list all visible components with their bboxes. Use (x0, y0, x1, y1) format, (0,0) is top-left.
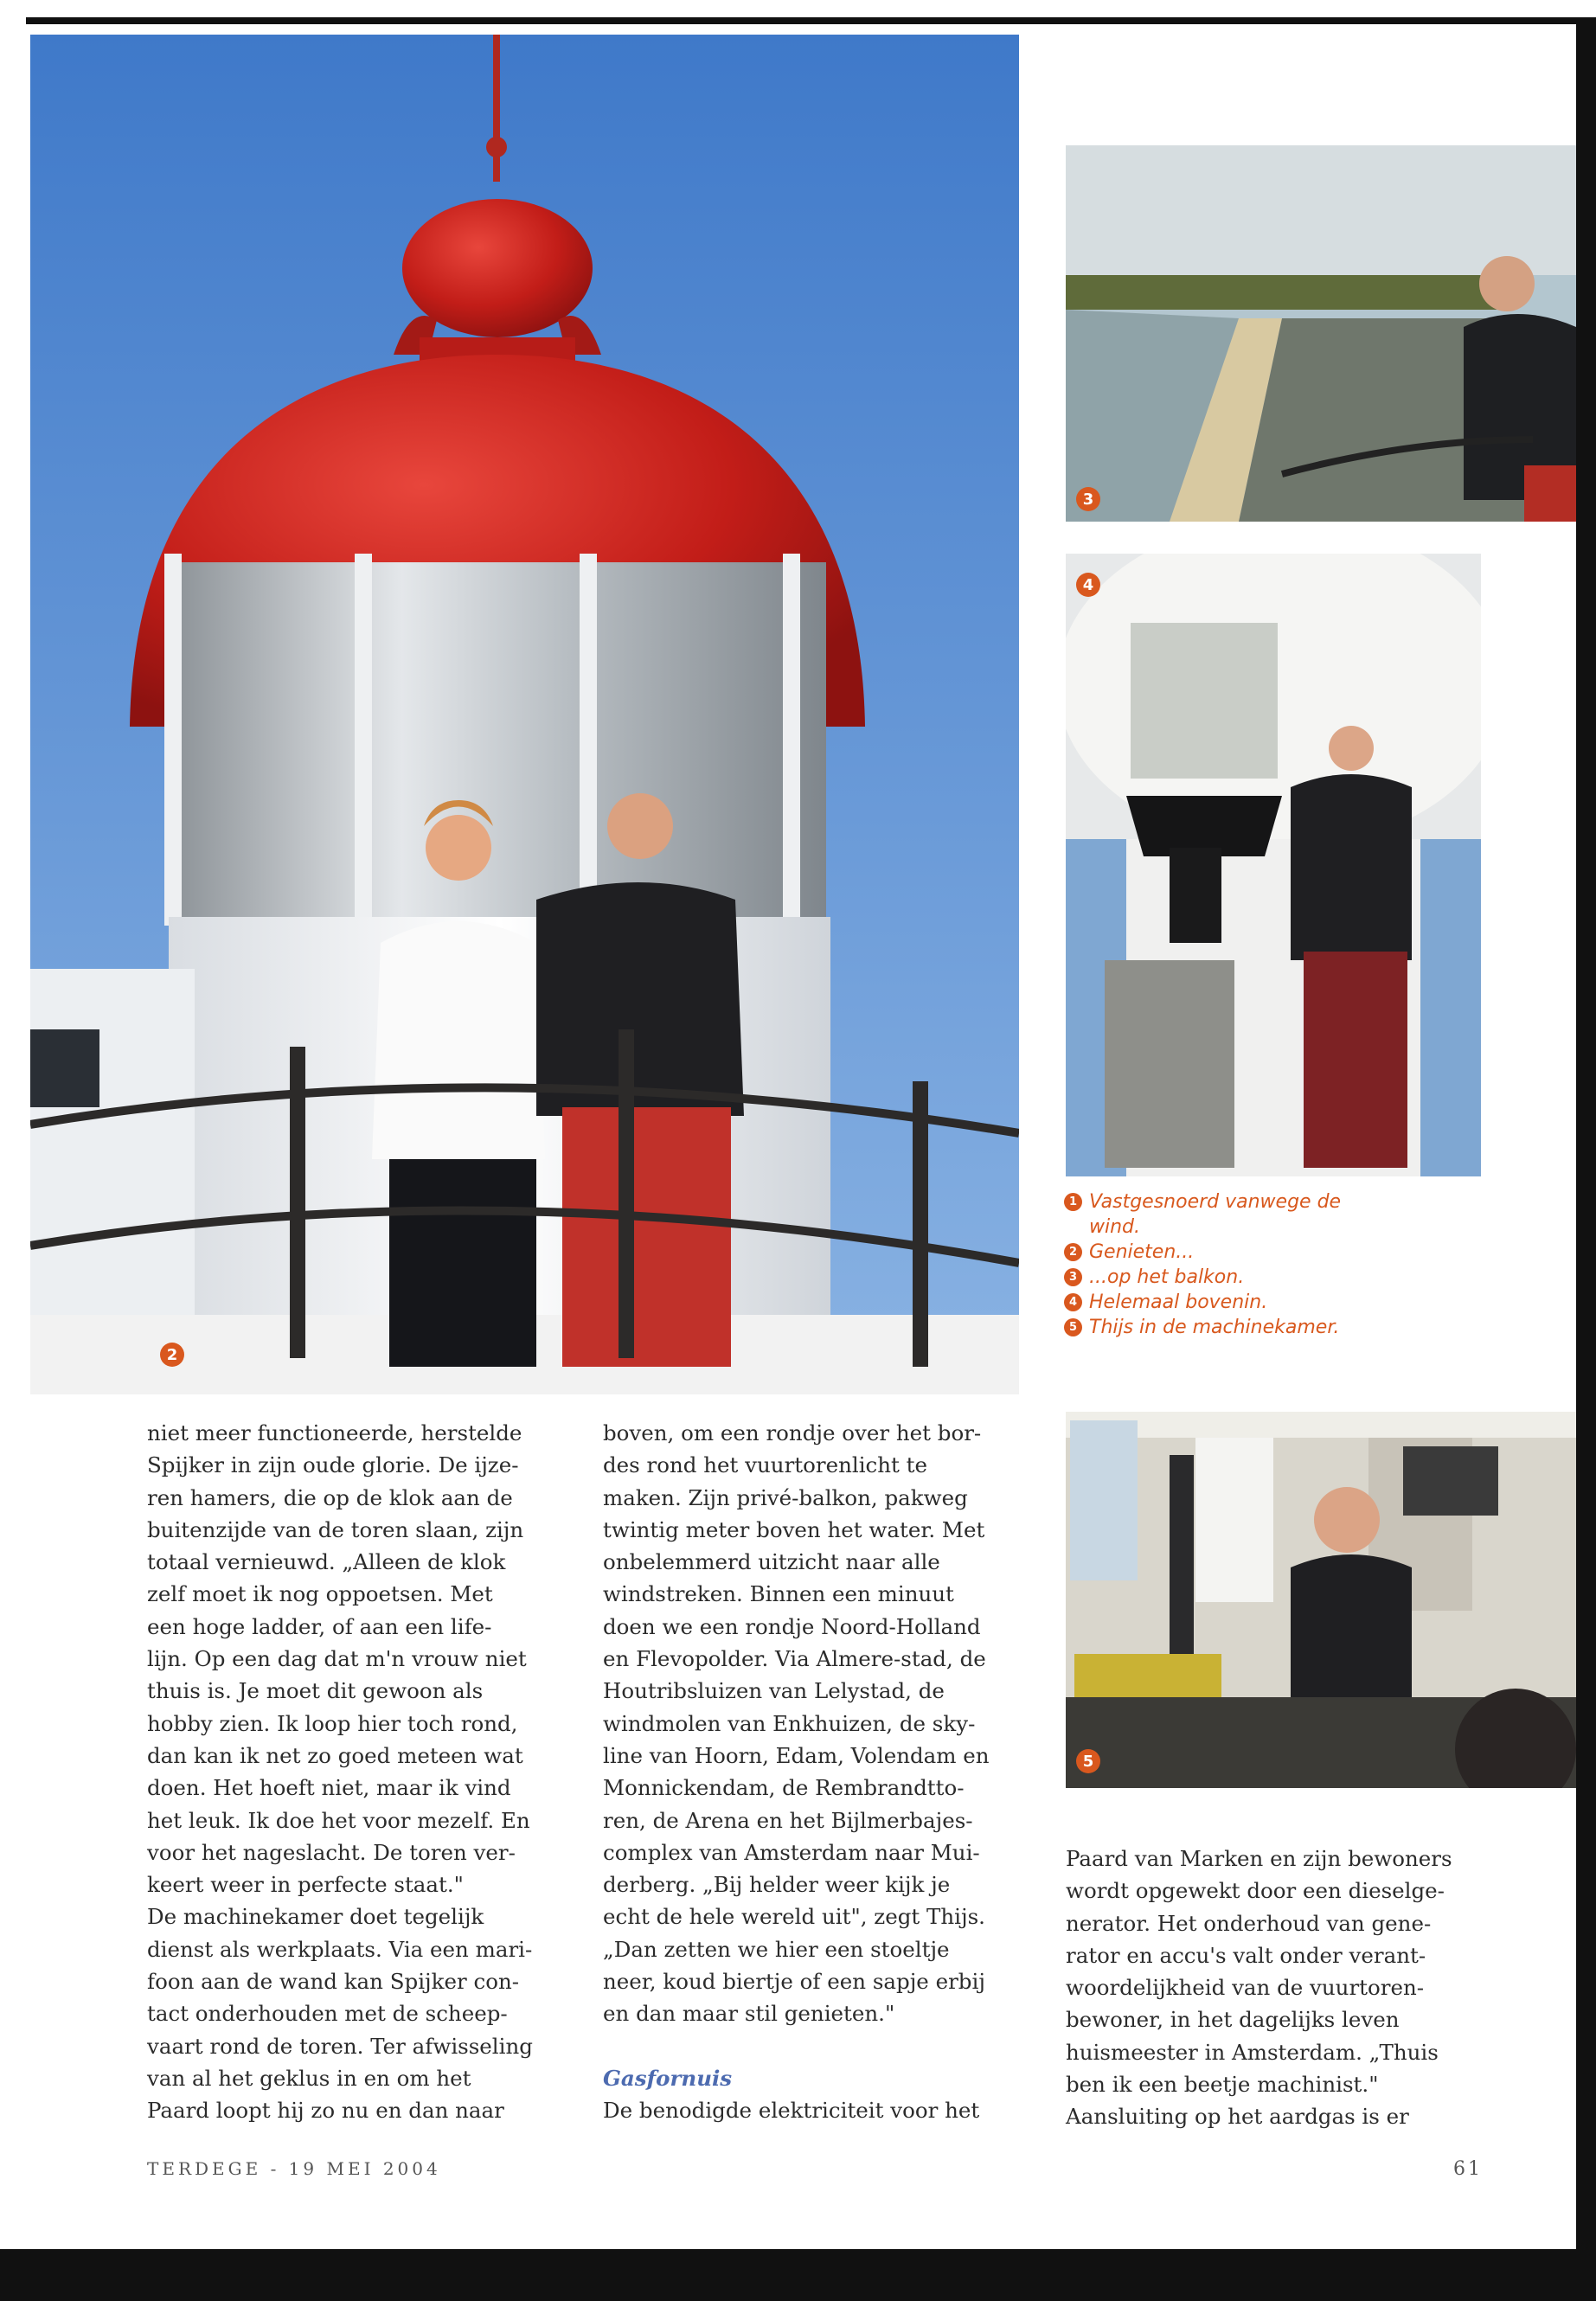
body-text-line: een hoge ladder, of aan een life- (147, 1613, 492, 1639)
machine-room-photo (1066, 1412, 1576, 1788)
body-text-line: windstreken. Binnen een minuut (603, 1581, 954, 1607)
body-text-line: keert weer in perfecte staat." (147, 1872, 464, 1898)
body-text-line: „Dan zetten we hier een stoeltje (603, 1936, 950, 1962)
body-text-line: windmolen van Enkhuizen, de sky- (603, 1710, 976, 1736)
body-text-line: vaart rond de toren. Ter afwisseling (147, 2033, 533, 2059)
body-text-line: hobby zien. Ik loop hier toch rond, (147, 1710, 518, 1736)
body-text-line: huismeester in Amsterdam. „Thuis (1066, 2039, 1439, 2065)
body-text-line: zelf moet ik nog oppoetsen. Met (147, 1581, 493, 1607)
caption-number: 3 (1064, 1268, 1082, 1286)
caption-text: Vastgesnoerd vanwege de wind. (1089, 1191, 1342, 1238)
balcony-view-photo (1066, 145, 1576, 522)
body-text-line: ren hamers, die op de klok aan de (147, 1484, 513, 1510)
body-text-line: derberg. „Bij helder weer kijk je (603, 1872, 951, 1898)
body-text-line: niet meer functioneerde, herstelde (147, 1420, 522, 1445)
caption-number: 5 (1064, 1318, 1082, 1336)
body-text-line: en dan maar stil genieten." (603, 2001, 895, 2027)
caption-item (1064, 1189, 1393, 1240)
body-text-line: line van Hoorn, Edam, Volendam en (603, 1742, 990, 1768)
body-text-line: Houtribsluizen van Lelystad, de (603, 1678, 945, 1704)
body-text-line: Monnickendam, de Rembrandtto- (603, 1775, 965, 1801)
caption-text: Thijs in de machinekamer. (1089, 1317, 1340, 1338)
caption-number: 1 (1064, 1193, 1082, 1211)
body-text-line: dienst als werkplaats. Via een mari- (147, 1936, 533, 1962)
photo-number-badge: 2 (160, 1343, 184, 1367)
photo-number-badge: 3 (1076, 487, 1100, 511)
body-text-line: des rond het vuurtorenlicht te (603, 1452, 928, 1478)
magazine-footer: TERDEGE - 19 MEI 2004 (147, 2158, 441, 2179)
body-text-line: Paard van Marken en zijn bewoners (1066, 1846, 1452, 1871)
body-text-line: ren, de Arena en het Bijlmerbajes- (603, 1807, 973, 1833)
body-text-line: thuis is. Je moet dit gewoon als (147, 1678, 484, 1704)
body-text-line: rator en accu's valt onder verant- (1066, 1942, 1426, 1968)
photo-captions (1064, 1189, 1393, 1340)
body-text-line: complex van Amsterdam naar Mui- (603, 1839, 980, 1865)
caption-item (1064, 1315, 1393, 1340)
caption-number: 2 (1064, 1243, 1082, 1261)
body-text-line: het leuk. Ik doe het voor mezelf. En (147, 1807, 530, 1833)
body-text-line: twintig meter boven het water. Met (603, 1516, 985, 1542)
body-text-line: doen we een rondje Noord-Holland (603, 1613, 981, 1639)
body-text-line: foon aan de wand kan Spijker con- (147, 1969, 520, 1995)
body-text-line: Spijker in zijn oude glorie. De ijze- (147, 1452, 519, 1478)
body-text-line: van al het geklus in en om het (147, 2065, 471, 2091)
article-column-1 (147, 1417, 571, 2127)
body-text-line: boven, om een rondje over het bor- (603, 1420, 982, 1445)
body-text-line: De benodigde elektriciteit voor het (603, 2097, 980, 2123)
caption-number: 4 (1064, 1293, 1082, 1311)
body-text-line: doen. Het hoeft niet, maar ik vind (147, 1775, 511, 1801)
body-text-line: lijn. Op een dag dat m'n vrouw niet (147, 1646, 527, 1672)
caption-item (1064, 1265, 1393, 1290)
body-text-line: totaal vernieuwd. „Alleen de klok (147, 1549, 506, 1575)
body-text-line: dan kan ik net zo goed meteen wat (147, 1742, 523, 1768)
caption-text: ...op het balkon. (1089, 1266, 1245, 1288)
body-text-line: Aansluiting op het aardgas is er (1066, 2104, 1409, 2130)
body-text-line: ben ik een beetje machinist." (1066, 2072, 1379, 2098)
scan-edge-right (1576, 17, 1596, 2301)
section-subheading: Gasfornuis (603, 2065, 733, 2091)
body-text-line: voor het nageslacht. De toren ver- (147, 1839, 516, 1865)
body-text-line: wordt opgewekt door een dieselge- (1066, 1878, 1445, 1904)
photo-number-badge: 5 (1076, 1749, 1100, 1773)
body-text-line: echt de hele wereld uit", zegt Thijs. (603, 1904, 985, 1930)
lantern-room-photo (1066, 554, 1481, 1176)
photo-number-badge: 4 (1076, 573, 1100, 597)
caption-text: Helemaal bovenin. (1089, 1292, 1268, 1313)
caption-text: Genieten... (1089, 1241, 1195, 1263)
scan-edge-top (26, 17, 1596, 24)
body-text-line: De machinekamer doet tegelijk (147, 1904, 484, 1930)
main-lighthouse-photo (30, 35, 1019, 1394)
article-column-3 (1066, 1843, 1498, 2133)
body-text-line: Paard loopt hij zo nu en dan naar (147, 2098, 504, 2124)
caption-item (1064, 1240, 1393, 1265)
scan-edge-bottom (0, 2249, 1596, 2301)
caption-item (1064, 1290, 1393, 1315)
body-text-line: nerator. Het onderhoud van gene- (1066, 1910, 1432, 1936)
body-text-line: onbelemmerd uitzicht naar alle (603, 1549, 940, 1575)
body-text-line: tact onderhouden met de scheep- (147, 2001, 508, 2027)
body-text-line: en Flevopolder. Via Almere-stad, de (603, 1646, 986, 1672)
body-text-line: neer, koud biertje of een sapje erbij (603, 1969, 985, 1995)
body-text-line: maken. Zijn privé-balkon, pakweg (603, 1484, 968, 1510)
body-text-line: buitenzijde van de toren slaan, zijn (147, 1516, 524, 1542)
article-column-2 (603, 1417, 1027, 2126)
body-text-line: woordelijkheid van de vuurtoren- (1066, 1975, 1425, 2001)
page-number: 61 (1453, 2158, 1483, 2180)
body-text-line: bewoner, in het dagelijks leven (1066, 2007, 1400, 2033)
